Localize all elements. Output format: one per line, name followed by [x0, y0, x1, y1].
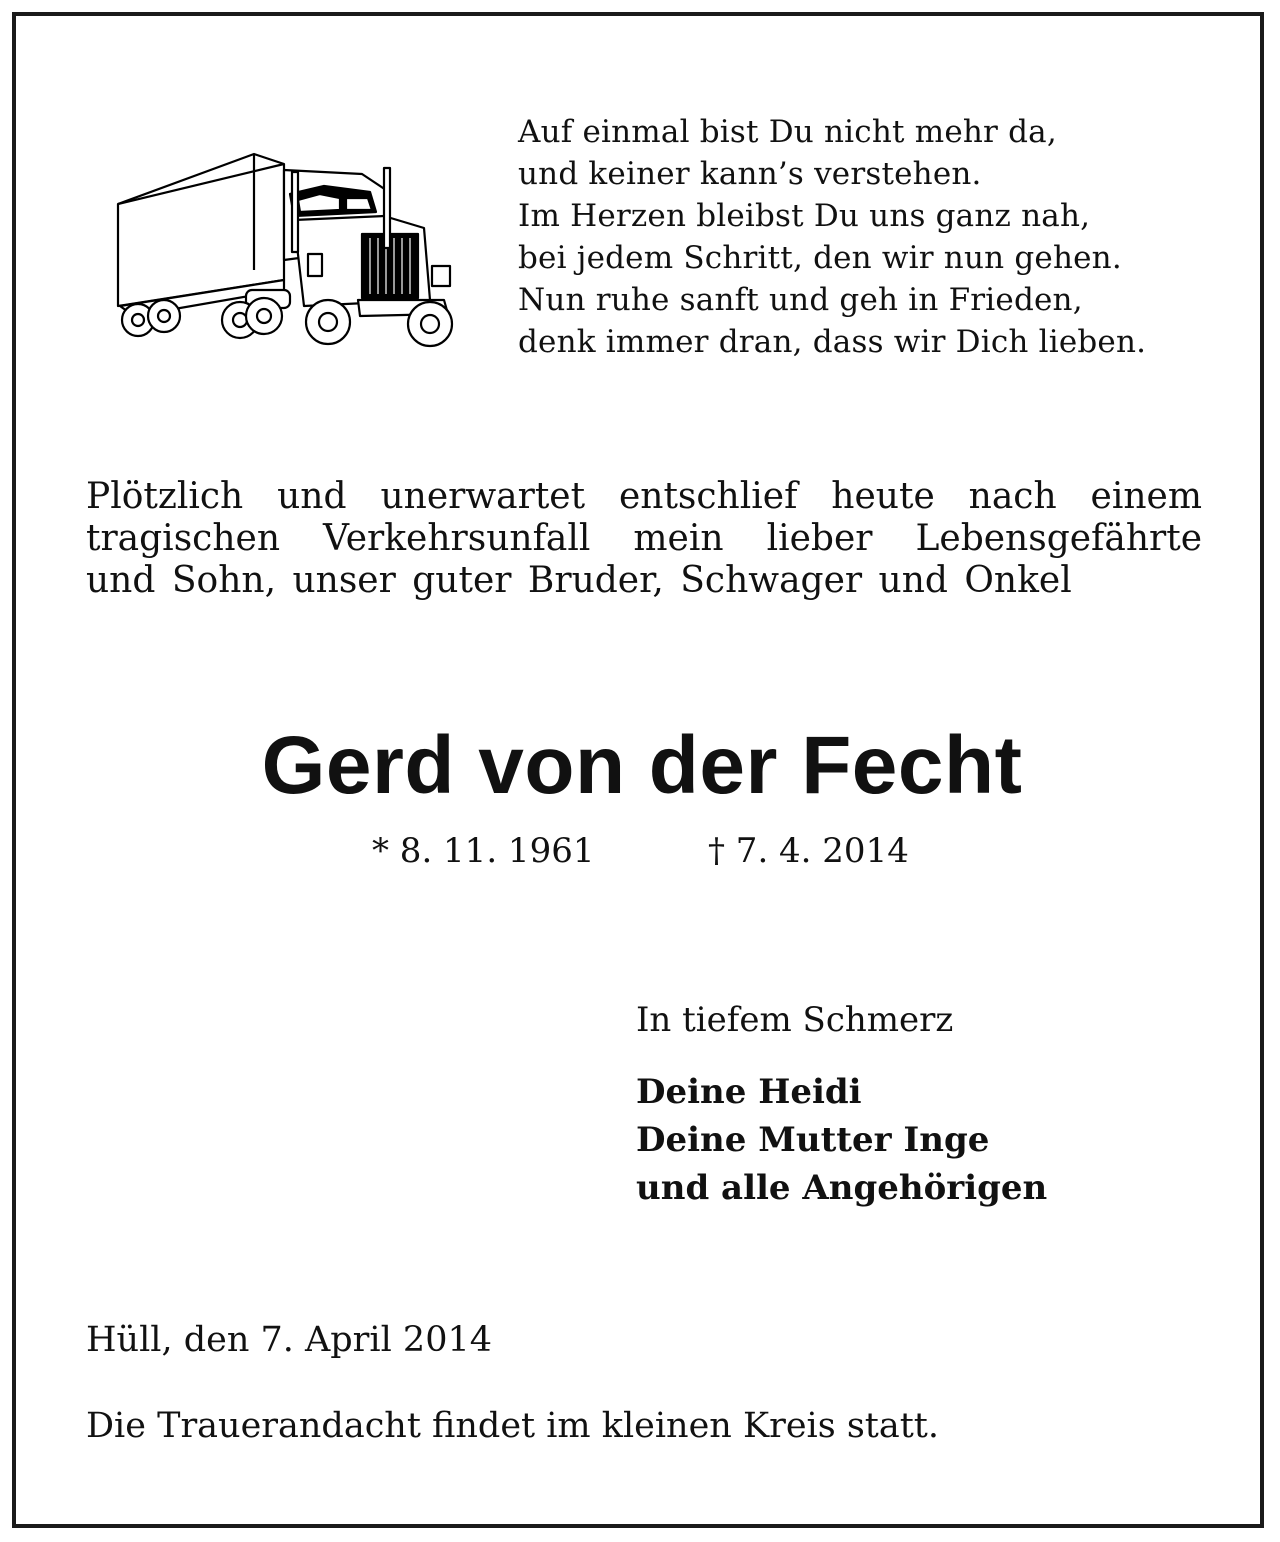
poem-line: und keiner kann’s verstehen. — [518, 156, 982, 192]
poem — [518, 111, 1218, 363]
poem-line: Auf einmal bist Du nicht mehr da, — [518, 114, 1057, 150]
intro-line: und Sohn, unser guter Bruder, Schwager und Onkel — [86, 560, 1072, 601]
truck-icon — [114, 150, 456, 354]
poem-line: denk immer dran, dass wir Dich lieben. — [518, 324, 1147, 360]
obituary-notice — [12, 12, 1264, 1528]
intro-line: Plötzlich und unerwartet entschlief heute nach einem — [86, 476, 1202, 517]
intro-text — [86, 476, 1202, 602]
mourner-name: und alle Angehörigen — [636, 1168, 1048, 1208]
intro-line: tragischen Verkehrsunfall mein lieber Lebensgefährte — [86, 518, 1202, 559]
place-date: Hüll, den 7. April 2014 — [86, 1320, 493, 1360]
mourner-names — [636, 1068, 1047, 1212]
birth-date: * 8. 11. 1961 — [372, 831, 595, 871]
poem-line: Im Herzen bleibst Du uns ganz nah, — [518, 198, 1091, 234]
mourner-name: Deine Mutter Inge — [636, 1120, 990, 1160]
service-note: Die Trauerandacht findet im kleinen Kreis statt. — [86, 1406, 939, 1446]
mourning-phrase: In tiefem Schmerz — [636, 1000, 954, 1040]
poem-line: bei jedem Schritt, den wir nun gehen. — [518, 240, 1122, 276]
mourner-name: Deine Heidi — [636, 1072, 862, 1112]
poem-line: Nun ruhe sanft und geh in Frieden, — [518, 282, 1083, 318]
deceased-name: Gerd von der Fecht — [261, 720, 1023, 811]
death-date: † 7. 4. 2014 — [708, 831, 909, 871]
